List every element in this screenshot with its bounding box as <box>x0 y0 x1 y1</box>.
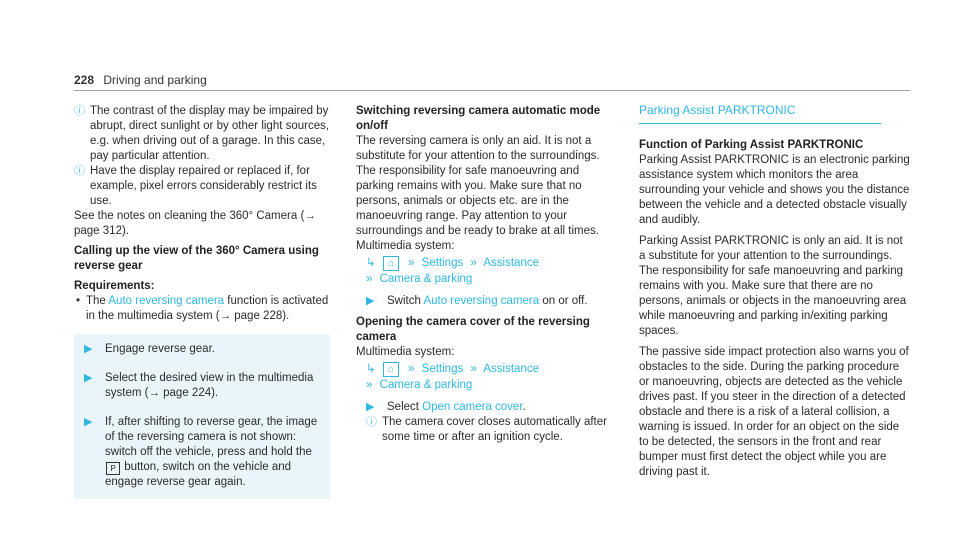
info-icon: ⓘ <box>74 165 85 177</box>
parktronic-aid-text: Parking Assist PARKTRONIC is only an aid. It is not a substitute for your attention to the surroundings. The responsibility for safe manoeuvring and parking remains with you. Make sure that there are no persons, animals or objects in the manoeuvring area while manoeuvring and parking in/exiting parking spaces. <box>639 235 907 337</box>
multimedia-label: Multimedia system: <box>356 240 455 252</box>
menu-arrow-icon: ↳ <box>366 257 376 269</box>
info-icon: ⓘ <box>74 105 85 117</box>
menu-arrow-icon: ↳ <box>366 363 376 375</box>
column-middle <box>356 104 612 445</box>
note-cover-closes: ⓘ The camera cover closes automatically after some time or after an ignition cycle. <box>366 416 607 443</box>
step-arrow-icon: ▶ <box>84 372 93 384</box>
double-chevron-icon: » <box>366 379 373 391</box>
step-select-view: ▶ Select the desired view in the multimedia system (→ page 224). <box>84 372 314 399</box>
section-title: Driving and parking <box>103 73 207 87</box>
menu-settings[interactable]: Settings <box>421 257 464 269</box>
step-arrow-icon: ▶ <box>366 295 375 307</box>
bullet-icon: • <box>76 295 81 307</box>
menu-path-2 <box>356 362 612 394</box>
menu-camera-parking[interactable]: Camera & parking <box>379 379 473 391</box>
step-if-not-shown: ▶ If, after shifting to reverse gear, the image of the reversing camera is not shown: switch off the vehicle, press and hold the P button, switch on the vehicle and engage reverse gear again. <box>84 416 318 488</box>
menu-assistance[interactable]: Assistance <box>483 363 539 375</box>
step-arrow-icon: ▶ <box>84 416 93 428</box>
page-number: 228 <box>74 73 95 87</box>
parking-camera-button-icon: P <box>106 462 120 475</box>
home-icon[interactable]: ⌂ <box>383 256 399 271</box>
steps-box <box>74 334 330 499</box>
menu-camera-parking[interactable]: Camera & parking <box>379 273 473 285</box>
auto-reversing-camera-option[interactable]: Auto reversing camera <box>423 295 540 307</box>
double-chevron-icon: » <box>470 363 477 375</box>
menu-path-1 <box>356 256 612 288</box>
double-chevron-icon: » <box>408 363 415 375</box>
note-repair: ⓘ Have the display repaired or replaced if, for example, pixel errors considerably restrict its use. <box>74 165 317 207</box>
note-contrast: ⓘ The contrast of the display may be impaired by abrupt, direct sunlight or by other light sources, e.g. when driving out of a garage. In this case, pay particular attention. <box>74 105 330 162</box>
auto-reversing-camera-link[interactable]: Auto reversing camera <box>108 295 225 307</box>
info-icon: ⓘ <box>366 416 377 428</box>
step-open-camera-cover: ▶ Select Open camera cover. <box>366 401 526 413</box>
multimedia-label: Multimedia system: <box>356 346 455 358</box>
open-camera-cover-option[interactable]: Open camera cover <box>422 401 523 413</box>
see-notes-text: See the notes on cleaning the 360° Camera (→ page 312). <box>74 210 316 237</box>
requirement-item: • The Auto reversing camera function is activated in the multimedia system (→ page 228). <box>76 295 329 322</box>
menu-assistance[interactable]: Assistance <box>483 257 539 269</box>
double-chevron-icon: » <box>408 257 415 269</box>
double-chevron-icon: » <box>366 273 373 285</box>
double-chevron-icon: » <box>470 257 477 269</box>
page-header <box>74 73 207 87</box>
menu-settings[interactable]: Settings <box>421 363 464 375</box>
column-left <box>74 104 330 499</box>
step-engage-reverse: ▶ Engage reverse gear. <box>84 343 215 355</box>
requirements-heading: Requirements: <box>74 280 155 292</box>
heading-automatic-mode: Switching reversing camera automatic mode on/off <box>356 105 601 132</box>
column-right <box>639 104 910 480</box>
heading-camera-cover: Opening the camera cover of the reversing camera <box>356 316 590 343</box>
side-impact-text: The passive side impact protection also warns you of obstacles to the side. During the parking procedure or manoeuvring, objects are detected as the vehicle drives past. If you steer in the direction of a detected obstacle and there is a risk of a lateral collision, a warning is issued. In order for an object on the side to be detected, the sensors in the front and rear bumper must first detect the object while you are driving past it. <box>639 346 909 478</box>
step-arrow-icon: ▶ <box>84 343 93 355</box>
step-arrow-icon: ▶ <box>366 401 375 413</box>
home-icon[interactable]: ⌂ <box>383 362 399 377</box>
parktronic-description: Parking Assist PARKTRONIC is an electronic parking assistance system which monitors the area surrounding your vehicle and shows you the distance between the vehicle and a detected obstacle visually and audibly. <box>639 154 910 226</box>
step-switch-auto-camera: ▶ Switch Auto reversing camera on or off. <box>366 295 588 307</box>
heading-function-parktronic: Function of Parking Assist PARKTRONIC <box>639 139 864 151</box>
section-heading-parktronic: Parking Assist PARKTRONIC <box>639 103 881 124</box>
header-divider <box>74 90 910 91</box>
heading-calling-up-view: Calling up the view of the 360° Camera using reverse gear <box>74 245 319 272</box>
reversing-camera-aid-text: The reversing camera is only an aid. It is not a substitute for your attention to the surroundings. The responsibility for safe manoeuvring and parking remains with you. Make sure that no persons, animals or objects etc. are in the manoeuvring range. Pay attention to your surroundings and be ready to brake at all times. <box>356 135 600 237</box>
